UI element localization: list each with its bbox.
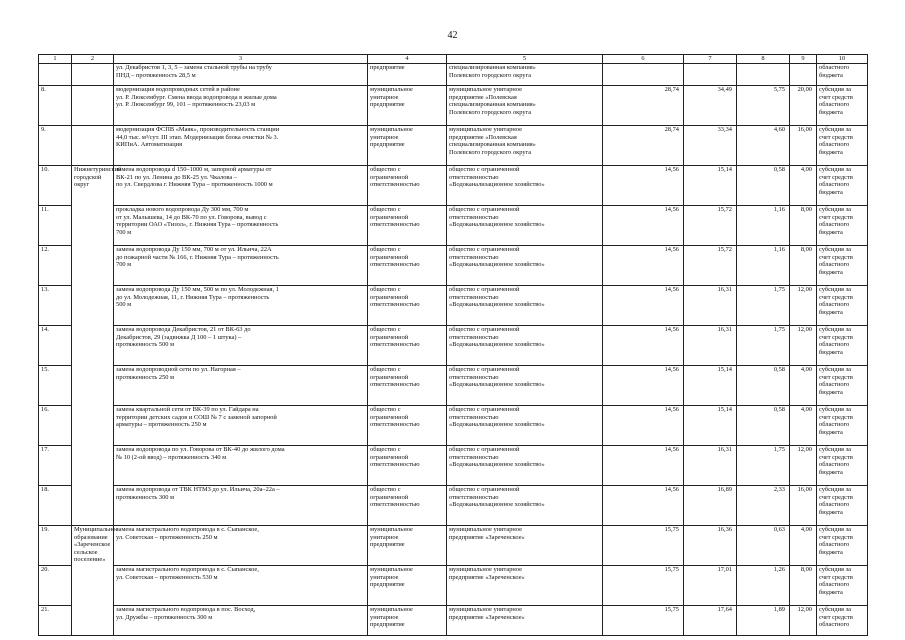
subsidy-amount: 1,75 bbox=[737, 286, 790, 326]
total-cost: 28,74 bbox=[603, 86, 684, 126]
executor-name: общество с ограниченной ответственностью «Водоканализационное хозяйство» bbox=[447, 366, 603, 406]
organization-form: муниципальное унитарное предприятие bbox=[368, 566, 447, 606]
organization-form: общество с ограниченной ответственностью bbox=[368, 366, 447, 406]
funding-source: субсидия за счет средств областного бюджета bbox=[817, 286, 868, 326]
subsidy-percent: 12,00 bbox=[790, 446, 817, 486]
header-row bbox=[39, 55, 868, 64]
executor-name: муниципальное унитарное предприятие «Полевская специализированная компания» Полевского городского округа bbox=[447, 86, 603, 126]
subsidy-percent: 8,00 bbox=[790, 566, 817, 606]
total-cost: 14,56 bbox=[603, 286, 684, 326]
event-description: модернизация ФСПВ «Маяк», производительность станции 44,0 тыс. м³/сут. III этап. Модернизация блока очистки № 3. КИПиА. Автоматизация bbox=[114, 126, 368, 166]
executor-name: муниципальное унитарное предприятие «Зареченское» bbox=[447, 526, 603, 566]
funding-source: субсидия за счет средств областного бюджета bbox=[817, 486, 868, 526]
cost-with-subsidy: 15,72 bbox=[684, 206, 737, 246]
cost-with-subsidy: 17,01 bbox=[684, 566, 737, 606]
event-description: замена водопровода d 150–1000 м, запорной арматуры от ВК-21 по ул. Ленина до ВК-25 ул. Чкалова – по ул. Свердлова г. Нижняя Тура – протяженность 1000 м bbox=[114, 166, 368, 206]
total-cost: 15,75 bbox=[603, 566, 684, 606]
municipality-name bbox=[72, 86, 114, 126]
subsidy-percent: 8,00 bbox=[790, 246, 817, 286]
subsidy-percent bbox=[790, 64, 817, 86]
event-description: замена водопровода Декабристов, 21 от ВК-63 до Декабристов, 29 (задвижка Д 100 – 1 штука) – протяженность 500 м bbox=[114, 326, 368, 366]
subsidy-percent: 4,00 bbox=[790, 166, 817, 206]
municipality-name: Муниципальное образование «Зареченское сельское поселение» bbox=[72, 526, 114, 636]
total-cost: 14,56 bbox=[603, 406, 684, 446]
executor-name: общество с ограниченной ответственностью «Водоканализационное хозяйство» bbox=[447, 166, 603, 206]
subsidy-percent: 12,00 bbox=[790, 606, 817, 636]
funding-source: субсидия за счет средств областного бюджета bbox=[817, 446, 868, 486]
event-description: ул. Декабристов 1, 3, 5 – замена стальной трубы на трубу ПНД – протяженность 28,5 м bbox=[114, 64, 368, 86]
table-row bbox=[39, 126, 868, 166]
event-description: модернизация водопроводных сетей в районе ул. Р. Люксембург. Смена ввода водопровода в жилые дома ул. Р. Люксембург 99, 101 – протяженность 23,03 м bbox=[114, 86, 368, 126]
subsidy-percent: 16,00 bbox=[790, 126, 817, 166]
funding-source: субсидия за счет средств областного бюджета bbox=[817, 326, 868, 366]
executor-name: муниципальное унитарное предприятие «Полевская специализированная компания» Полевского городского округа bbox=[447, 126, 603, 166]
funding-source: субсидия за счет средств областного бюджета bbox=[817, 526, 868, 566]
subsidy-amount: 0,58 bbox=[737, 406, 790, 446]
subsidy-amount: 0,58 bbox=[737, 166, 790, 206]
total-cost: 14,56 bbox=[603, 246, 684, 286]
organization-form: муниципальное унитарное предприятие bbox=[368, 86, 447, 126]
event-description: замена магистрального водопровода в пос. Восход, ул. Дружбы – протяженность 300 м bbox=[114, 606, 368, 636]
municipality-name bbox=[72, 64, 114, 86]
funding-source: субсидия за счет средств областного бюджета bbox=[817, 166, 868, 206]
col-1-header: 1 bbox=[39, 55, 72, 64]
subsidy-amount: 0,63 bbox=[737, 526, 790, 566]
cost-with-subsidy bbox=[684, 64, 737, 86]
subsidy-percent: 12,00 bbox=[790, 326, 817, 366]
executor-name: общество с ограниченной ответственностью «Водоканализационное хозяйство» bbox=[447, 286, 603, 326]
total-cost bbox=[603, 64, 684, 86]
col-8-header: 8 bbox=[737, 55, 790, 64]
table-row bbox=[39, 206, 868, 246]
event-description: прокладка нового водопровода Ду 300 мм, 700 м от ул. Малышева, 14 до ВК-70 по ул. Говорова, вывод с территории ОАО «Тизол», г. Нижняя Тура – протяженность 700 м bbox=[114, 206, 368, 246]
table-row bbox=[39, 64, 868, 86]
subsidy-amount: 4,60 bbox=[737, 126, 790, 166]
organization-form: общество с ограниченной ответственностью bbox=[368, 446, 447, 486]
col-5-header: 5 bbox=[447, 55, 603, 64]
municipality-name bbox=[72, 126, 114, 166]
col-6-header: 6 bbox=[603, 55, 684, 64]
subsidy-percent: 16,00 bbox=[790, 486, 817, 526]
executor-name: общество с ограниченной ответственностью «Водоканализационное хозяйство» bbox=[447, 486, 603, 526]
table-row bbox=[39, 566, 868, 606]
total-cost: 14,56 bbox=[603, 366, 684, 406]
organization-form: общество с ограниченной ответственностью bbox=[368, 166, 447, 206]
executor-name: специализированная компания» Полевского городского округа bbox=[447, 64, 603, 86]
event-description: замена водопровода Ду 150 мм, 700 м от ул. Ильича, 22А до пожарной части № 166, г. Нижняя Тура – протяженность 700 м bbox=[114, 246, 368, 286]
cost-with-subsidy: 16,31 bbox=[684, 286, 737, 326]
organization-form: муниципальное унитарное предприятие bbox=[368, 526, 447, 566]
organization-form: предприятие bbox=[368, 64, 447, 86]
organization-form: общество с ограниченной ответственностью bbox=[368, 246, 447, 286]
table-row bbox=[39, 526, 868, 566]
table-body bbox=[39, 64, 868, 636]
funding-source: областного бюджета bbox=[817, 64, 868, 86]
subsidy-amount: 1,89 bbox=[737, 606, 790, 636]
total-cost: 14,56 bbox=[603, 166, 684, 206]
subsidy-amount: 2,33 bbox=[737, 486, 790, 526]
total-cost: 14,56 bbox=[603, 486, 684, 526]
executor-name: общество с ограниченной ответственностью «Водоканализационное хозяйство» bbox=[447, 446, 603, 486]
table-row bbox=[39, 446, 868, 486]
subsidy-percent: 4,00 bbox=[790, 406, 817, 446]
subsidy-percent: 20,00 bbox=[790, 86, 817, 126]
subsidy-amount: 5,75 bbox=[737, 86, 790, 126]
cost-with-subsidy: 15,14 bbox=[684, 366, 737, 406]
event-description: замена водопровода по ул. Говорова от ВК-40 до жилого дома № 10 (2-ой ввод) – протяженность 340 м bbox=[114, 446, 368, 486]
cost-with-subsidy: 16,89 bbox=[684, 486, 737, 526]
event-description: замена водопроводной сети по ул. Нагорная – протяженность 250 м bbox=[114, 366, 368, 406]
cost-with-subsidy: 15,14 bbox=[684, 166, 737, 206]
row-number: 14. bbox=[39, 326, 72, 366]
organization-form: муниципальное унитарное предприятие bbox=[368, 126, 447, 166]
event-description: замена квартальной сети от ВК-39 по ул. Гайдара на территории детских садов и СОШ № 7 с заменой запорной арматуры – протяженность 250 м bbox=[114, 406, 368, 446]
event-description: замена магистрального водопровода в с. Сыпанское, ул. Советская – протяженность 530 м bbox=[114, 566, 368, 606]
organization-form: общество с ограниченной ответственностью bbox=[368, 326, 447, 366]
row-number: 17. bbox=[39, 446, 72, 486]
row-number: 16. bbox=[39, 406, 72, 446]
executor-name: общество с ограниченной ответственностью «Водоканализационное хозяйство» bbox=[447, 206, 603, 246]
subsidy-amount: 1,26 bbox=[737, 566, 790, 606]
total-cost: 28,74 bbox=[603, 126, 684, 166]
table-row bbox=[39, 606, 868, 636]
row-number: 9. bbox=[39, 126, 72, 166]
row-number: 19. bbox=[39, 526, 72, 566]
executor-name: общество с ограниченной ответственностью «Водоканализационное хозяйство» bbox=[447, 406, 603, 446]
cost-with-subsidy: 16,31 bbox=[684, 326, 737, 366]
organization-form: общество с ограниченной ответственностью bbox=[368, 206, 447, 246]
total-cost: 15,75 bbox=[603, 526, 684, 566]
funding-source: субсидия за счет средств областного бюджета bbox=[817, 366, 868, 406]
executor-name: муниципальное унитарное предприятие «Зареченское» bbox=[447, 606, 603, 636]
executor-name: общество с ограниченной ответственностью «Водоканализационное хозяйство» bbox=[447, 246, 603, 286]
executor-name: общество с ограниченной ответственностью «Водоканализационное хозяйство» bbox=[447, 326, 603, 366]
cost-with-subsidy: 34,49 bbox=[684, 86, 737, 126]
organization-form: общество с ограниченной ответственностью bbox=[368, 406, 447, 446]
cost-with-subsidy: 15,14 bbox=[684, 406, 737, 446]
total-cost: 14,56 bbox=[603, 446, 684, 486]
funding-source: субсидия за счет средств областного бюджета bbox=[817, 86, 868, 126]
cost-with-subsidy: 33,34 bbox=[684, 126, 737, 166]
table-row bbox=[39, 366, 868, 406]
subsidy-percent: 12,00 bbox=[790, 286, 817, 326]
row-number: 8. bbox=[39, 86, 72, 126]
municipality-name: Нижнетуринский городской округ bbox=[72, 166, 114, 526]
row-number bbox=[39, 64, 72, 86]
subsidy-percent: 8,00 bbox=[790, 206, 817, 246]
cost-with-subsidy: 15,72 bbox=[684, 246, 737, 286]
subsidy-percent: 4,00 bbox=[790, 526, 817, 566]
subsidy-amount: 0,58 bbox=[737, 366, 790, 406]
table-row bbox=[39, 86, 868, 126]
subsidy-percent: 4,00 bbox=[790, 366, 817, 406]
subsidy-amount: 1,75 bbox=[737, 326, 790, 366]
organization-form: муниципальное унитарное предприятие bbox=[368, 606, 447, 636]
subsidy-amount bbox=[737, 64, 790, 86]
table-row bbox=[39, 286, 868, 326]
event-description: замена водопровода Ду 150 мм, 500 м по ул. Молодежная, 1 до ул. Молодежная, 11, г. Нижняя Тура – протяженность 500 м bbox=[114, 286, 368, 326]
program-table bbox=[38, 54, 868, 636]
funding-source: субсидия за счет средств областного бюджета bbox=[817, 406, 868, 446]
row-number: 12. bbox=[39, 246, 72, 286]
row-number: 10. bbox=[39, 166, 72, 206]
total-cost: 14,56 bbox=[603, 206, 684, 246]
row-number: 13. bbox=[39, 286, 72, 326]
funding-source: субсидия за счет средств областного бюджета bbox=[817, 566, 868, 606]
funding-source: субсидия за счет средств областного бюджета bbox=[817, 246, 868, 286]
executor-name: муниципальное унитарное предприятие «Зареченское» bbox=[447, 566, 603, 606]
table-row bbox=[39, 246, 868, 286]
row-number: 15. bbox=[39, 366, 72, 406]
cost-with-subsidy: 16,31 bbox=[684, 446, 737, 486]
subsidy-amount: 1,75 bbox=[737, 446, 790, 486]
table-row bbox=[39, 486, 868, 526]
row-number: 21. bbox=[39, 606, 72, 636]
total-cost: 15,75 bbox=[603, 606, 684, 636]
col-10-header: 10 bbox=[817, 55, 868, 64]
subsidy-amount: 1,16 bbox=[737, 206, 790, 246]
table-row bbox=[39, 166, 868, 206]
funding-source: субсидия за счет средств областного bbox=[817, 606, 868, 636]
cost-with-subsidy: 17,64 bbox=[684, 606, 737, 636]
row-number: 20. bbox=[39, 566, 72, 606]
organization-form: общество с ограниченной ответственностью bbox=[368, 486, 447, 526]
organization-form: общество с ограниченной ответственностью bbox=[368, 286, 447, 326]
row-number: 11. bbox=[39, 206, 72, 246]
event-description: замена водопровода от ТВК НТМЗ до ул. Ильича, 20а–22а – протяженность 300 м bbox=[114, 486, 368, 526]
col-3-header: 3 bbox=[114, 55, 368, 64]
col-2-header: 2 bbox=[72, 55, 114, 64]
event-description: замена магистрального водопровода в с. Сыпанское, ул. Советская – протяженность 250 м bbox=[114, 526, 368, 566]
col-7-header: 7 bbox=[684, 55, 737, 64]
row-number: 18. bbox=[39, 486, 72, 526]
total-cost: 14,56 bbox=[603, 326, 684, 366]
funding-source: субсидия за счет средств областного бюджета bbox=[817, 126, 868, 166]
subsidy-amount: 1,16 bbox=[737, 246, 790, 286]
table-row bbox=[39, 406, 868, 446]
table-row bbox=[39, 326, 868, 366]
cost-with-subsidy: 16,36 bbox=[684, 526, 737, 566]
col-4-header: 4 bbox=[368, 55, 447, 64]
funding-source: субсидия за счет средств областного бюджета bbox=[817, 206, 868, 246]
page-number: 42 bbox=[447, 30, 458, 41]
col-9-header: 9 bbox=[790, 55, 817, 64]
